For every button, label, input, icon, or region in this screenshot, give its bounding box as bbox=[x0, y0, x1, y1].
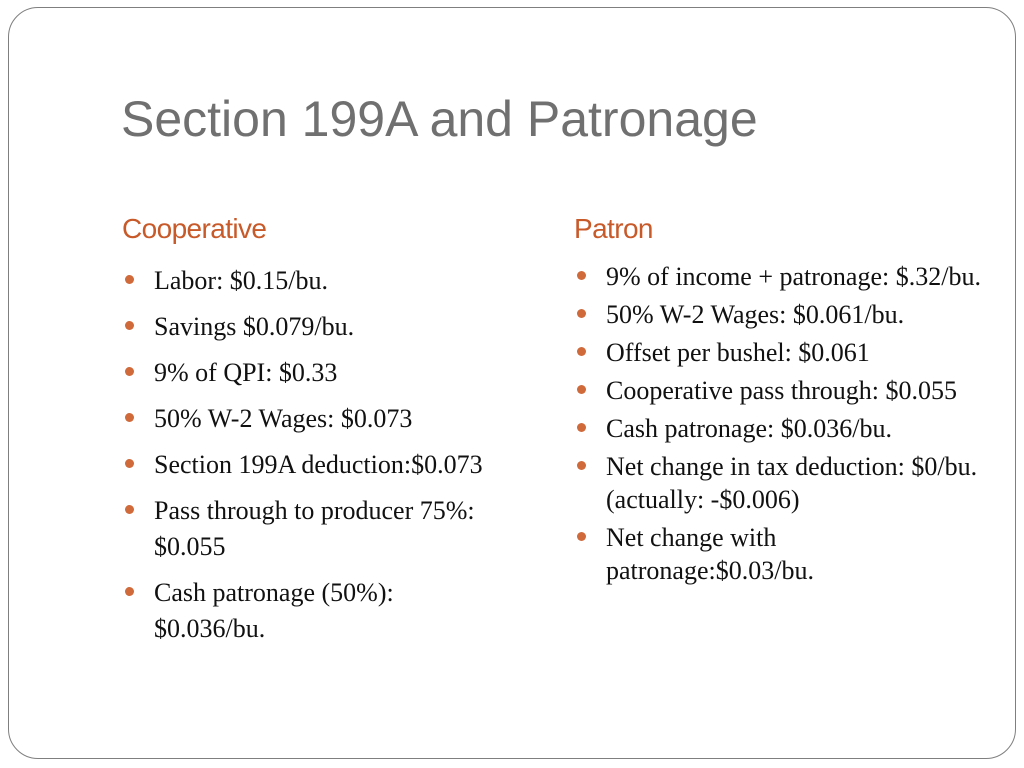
bullet-dot-icon bbox=[125, 413, 134, 422]
bullet-item bbox=[122, 309, 492, 345]
bullet-text: Cash patronage: $0.036/bu. bbox=[606, 414, 892, 443]
bullet-item bbox=[122, 401, 492, 437]
bullet-dot-icon bbox=[125, 321, 134, 330]
bullet-text: 50% W-2 Wages: $0.073 bbox=[154, 404, 413, 433]
bullet-dot-icon bbox=[577, 347, 586, 356]
patron-bullet-list bbox=[574, 260, 984, 592]
bullet-text: Net change with patronage:$0.03/bu. bbox=[606, 523, 814, 585]
patron-heading: Patron bbox=[574, 213, 653, 244]
bullet-item bbox=[574, 412, 984, 445]
bullet-text: 9% of QPI: $0.33 bbox=[154, 358, 338, 387]
bullet-item bbox=[574, 336, 984, 369]
bullet-text: Savings $0.079/bu. bbox=[154, 312, 355, 341]
bullet-dot-icon bbox=[125, 505, 134, 514]
bullet-item bbox=[122, 447, 492, 483]
bullet-dot-icon bbox=[577, 271, 586, 280]
bullet-dot-icon bbox=[125, 587, 134, 596]
bullet-dot-icon bbox=[577, 532, 586, 541]
bullet-item bbox=[122, 575, 492, 647]
bullet-item bbox=[574, 374, 984, 407]
bullet-text: Section 199A deduction:$0.073 bbox=[154, 450, 483, 479]
bullet-text: Cash patronage (50%): $0.036/bu. bbox=[154, 578, 394, 643]
slide-frame bbox=[8, 7, 1016, 759]
slide-title: Section 199A and Patronage bbox=[121, 91, 758, 147]
bullet-dot-icon bbox=[125, 459, 134, 468]
bullet-dot-icon bbox=[577, 461, 586, 470]
bullet-item bbox=[574, 450, 984, 516]
bullet-dot-icon bbox=[577, 385, 586, 394]
bullet-item bbox=[574, 298, 984, 331]
bullet-text: Offset per bushel: $0.061 bbox=[606, 338, 870, 367]
cooperative-bullet-list bbox=[122, 263, 492, 657]
bullet-text: Cooperative pass through: $0.055 bbox=[606, 376, 957, 405]
bullet-item bbox=[122, 355, 492, 391]
bullet-item bbox=[574, 260, 984, 293]
bullet-text: Labor: $0.15/bu. bbox=[154, 266, 329, 295]
cooperative-heading: Cooperative bbox=[122, 213, 267, 244]
bullet-text: 50% W-2 Wages: $0.061/bu. bbox=[606, 300, 905, 329]
bullet-item bbox=[574, 521, 984, 587]
bullet-text: 9% of income + patronage: $.32/bu. bbox=[606, 262, 981, 291]
bullet-dot-icon bbox=[125, 367, 134, 376]
bullet-item bbox=[122, 263, 492, 299]
bullet-dot-icon bbox=[125, 275, 134, 284]
bullet-text: Pass through to producer 75%: $0.055 bbox=[154, 496, 475, 561]
bullet-text: Net change in tax deduction: $0/bu. (actually: -$0.006) bbox=[606, 452, 978, 514]
bullet-dot-icon bbox=[577, 309, 586, 318]
bullet-dot-icon bbox=[577, 423, 586, 432]
bullet-item bbox=[122, 493, 492, 565]
